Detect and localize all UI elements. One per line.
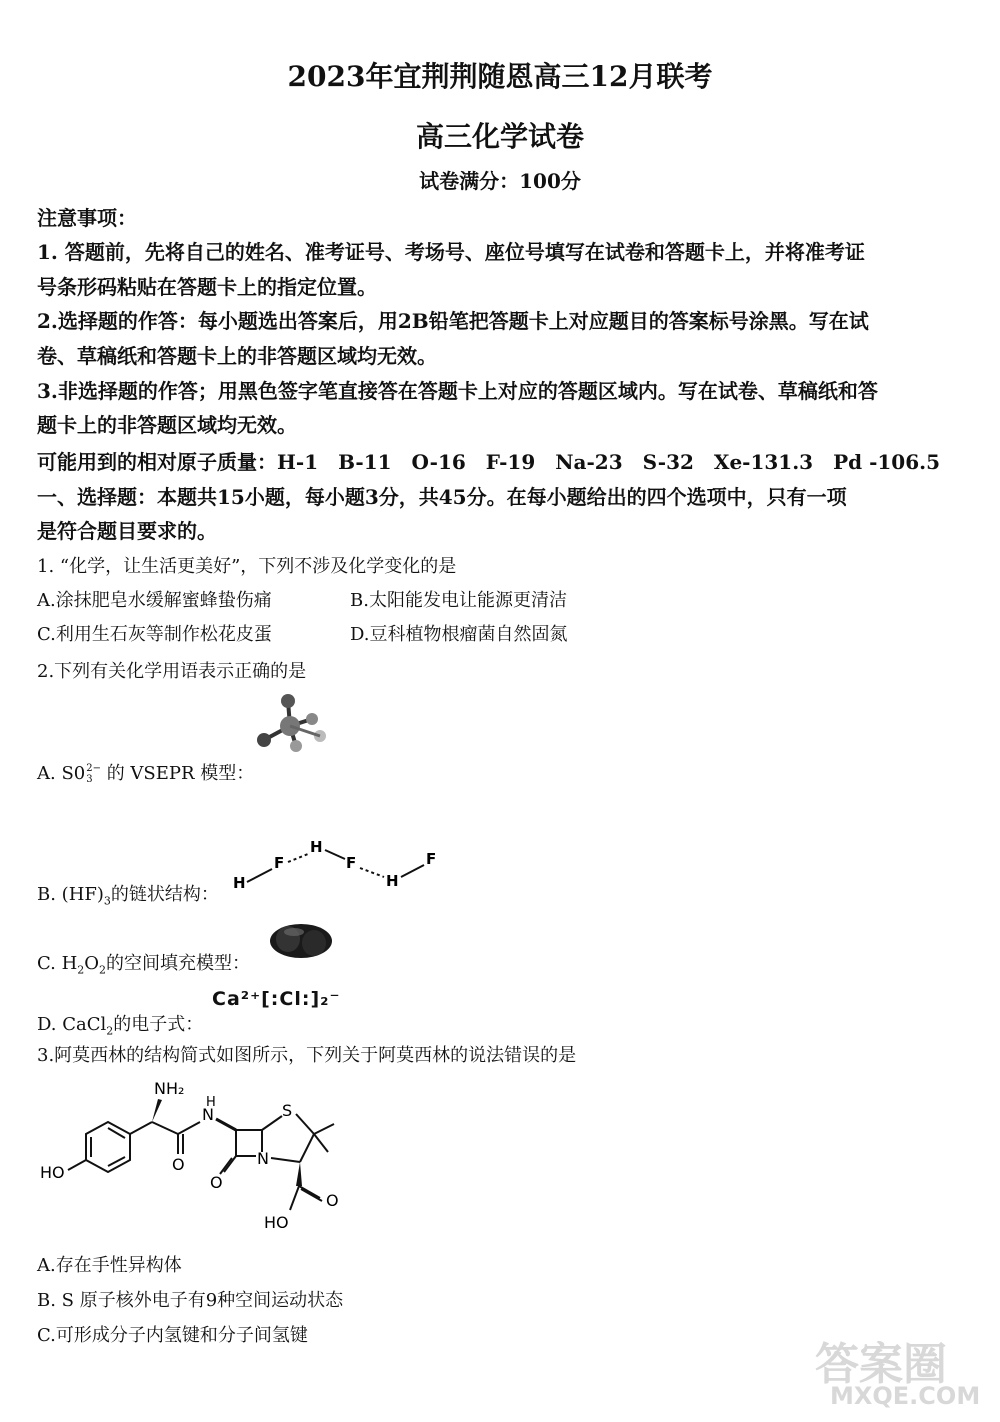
amoxicillin-structure-figure bbox=[30, 1072, 370, 1242]
label-cooh-ho: HO bbox=[264, 1213, 289, 1232]
label-ho: HO bbox=[40, 1163, 65, 1182]
label-nh2: NH₂ bbox=[154, 1079, 185, 1098]
hf-atom-h1: H bbox=[233, 874, 246, 892]
hf-atom-f3: F bbox=[426, 850, 437, 868]
section-heading-line-1: 一、选择题：本题共15小题，每小题3分，共45分。在每小题给出的四个选项中，只有一项 bbox=[37, 485, 847, 509]
q2-option-d bbox=[37, 1010, 203, 1038]
q2-d-suffix: 的电子式： bbox=[113, 1014, 204, 1035]
q2-c-mid: O bbox=[84, 953, 100, 974]
h2o2-space-filling-model-figure bbox=[266, 918, 336, 964]
q2-option-c bbox=[37, 949, 250, 977]
label-o1: O bbox=[172, 1155, 185, 1174]
q2-c-suffix: 的空间填充模型： bbox=[106, 953, 251, 974]
q2-stem: 2.下列有关化学用语表示正确的是 bbox=[37, 661, 307, 682]
exam-title: 2023年宜荆荆随恩高三12月联考 bbox=[287, 60, 713, 93]
q1-option-a: A.涂抹肥皂水缓解蜜蜂蛰伤痛 bbox=[37, 590, 272, 611]
q2-a-prefix: A. S0 bbox=[37, 763, 86, 784]
q3-option-a: A.存在手性异构体 bbox=[37, 1255, 182, 1276]
q2-option-a bbox=[37, 759, 254, 785]
section-heading-line-2: 是符合题目要求的。 bbox=[37, 519, 217, 543]
notes-item-3-line-1: 3.非选择题的作答；用黑色签字笔直接答在答题卡上对应的答题区域内。写在试卷、草稿纸和答 bbox=[37, 379, 878, 403]
so3-vsepr-model-figure bbox=[248, 692, 332, 756]
hf-atom-f1: F bbox=[274, 854, 285, 872]
hf-atom-h2: H bbox=[310, 838, 323, 856]
hf-atom-f2: F bbox=[346, 854, 357, 872]
cacl2-electron-formula: Ca²⁺[:Cl:]₂⁻ bbox=[212, 988, 341, 1010]
q1-option-d: D.豆科植物根瘤菌自然固氮 bbox=[350, 624, 568, 645]
hf-atom-h3: H bbox=[386, 872, 399, 890]
full-score: 试卷满分：100分 bbox=[419, 169, 581, 193]
label-s: S bbox=[282, 1101, 293, 1120]
q2-b-prefix: B. (HF) bbox=[37, 884, 104, 905]
notes-item-1-line-1: 1. 答题前，先将自己的姓名、准考证号、考场号、座位号填写在试卷和答题卡上，并将准考证 bbox=[37, 240, 865, 264]
notes-item-3-line-2: 题卡上的非答题区域均无效。 bbox=[37, 413, 297, 437]
label-n-ring: N bbox=[257, 1149, 269, 1168]
q2-a-suffix: 的 VSEPR 模型： bbox=[100, 763, 255, 784]
q2-c-subscript-1: 2 bbox=[77, 963, 85, 977]
label-h: H bbox=[206, 1095, 216, 1110]
notes-item-1-line-2: 号条形码粘贴在答题卡上的指定位置。 bbox=[37, 275, 377, 299]
q1-stem: 1. “化学，让生活更美好”，下列不涉及化学变化的是 bbox=[37, 556, 457, 577]
notes-item-2-line-1: 2.选择题的作答：每小题选出答案后，用2B铅笔把答题卡上对应题目的答案标号涂黑。写在试 bbox=[37, 309, 869, 333]
notes-item-2-line-2: 卷、草稿纸和答题卡上的非答题区域均无效。 bbox=[37, 344, 437, 368]
q2-c-subscript-2: 2 bbox=[99, 963, 107, 977]
label-n-amide: N bbox=[202, 1105, 214, 1124]
notes-heading: 注意事项： bbox=[37, 206, 137, 230]
q3-option-b: B. S 原子核外电子有9种空间运动状态 bbox=[37, 1290, 344, 1311]
q3-option-c: C.可形成分子内氢键和分子间氢键 bbox=[37, 1325, 308, 1346]
q2-option-b bbox=[37, 880, 219, 908]
q3-stem: 3.阿莫西林的结构简式如图所示，下列关于阿莫西林的说法错误的是 bbox=[37, 1045, 577, 1066]
atomic-masses: 可能用到的相对原子质量：H-1 B-11 O-16 F-19 Na-23 S-32 Xe-131.3 Pd -106.5 bbox=[37, 450, 941, 474]
q2-b-subscript: 3 bbox=[103, 894, 111, 908]
label-o2: O bbox=[210, 1173, 223, 1192]
paper-subtitle: 高三化学试卷 bbox=[415, 120, 584, 153]
hf3-chain-structure-figure bbox=[228, 832, 448, 896]
q2-d-subscript: 2 bbox=[106, 1024, 114, 1038]
q2-c-prefix: C. H bbox=[37, 953, 78, 974]
q1-option-b: B.太阳能发电让能源更清洁 bbox=[350, 590, 567, 611]
q1-option-c: C.利用生石灰等制作松花皮蛋 bbox=[37, 624, 272, 645]
q2-a-charge: 2− bbox=[86, 763, 101, 774]
label-cooh-o: O bbox=[326, 1191, 339, 1210]
watermark-logo: 答案圈 bbox=[815, 1339, 947, 1390]
watermark-url: MXQE.COM bbox=[830, 1382, 981, 1410]
q2-b-suffix: 的链状结构： bbox=[110, 884, 219, 905]
q2-a-subscript: 3 bbox=[86, 774, 93, 785]
q2-d-prefix: D. CaCl bbox=[37, 1014, 107, 1035]
